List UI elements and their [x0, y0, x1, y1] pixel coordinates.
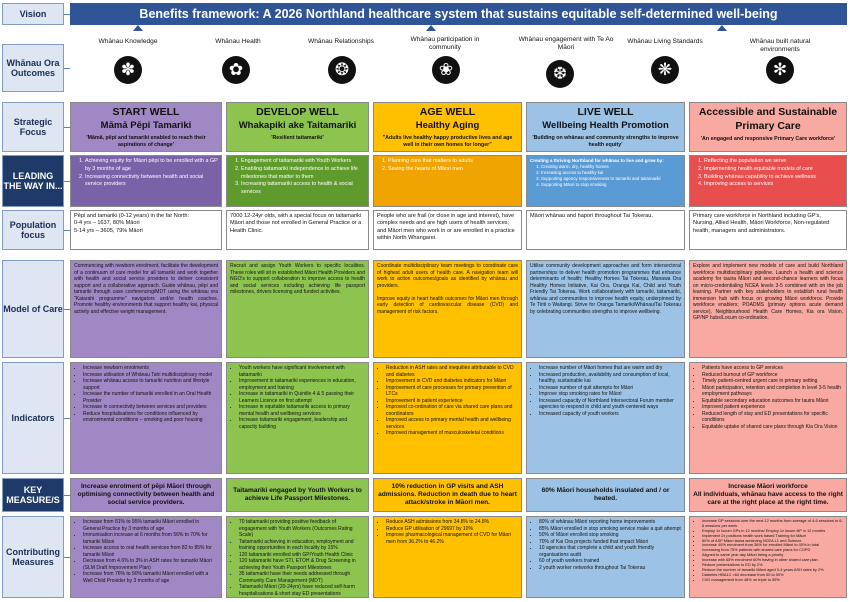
leading-item: 2. Increasing access to healthy kai	[541, 170, 681, 176]
indicator-item: • Reduction in ASH rates and inequities attributable to CVD and diabetes	[386, 365, 518, 378]
koru-relationships-icon: ❂	[328, 56, 356, 84]
outcome-label: Whānau Relationships	[308, 38, 374, 45]
focus-subtitle: Māmā Pēpi Tamariki	[100, 119, 192, 131]
indicator-item: • Improved access to primary mental health and wellbeing services	[386, 417, 518, 430]
contributing-item: • Reduce presentations to ED by 2%	[702, 563, 843, 568]
contributing-item: • 35 taitamariki have their needs addressed through Community Care Management (MDT)	[239, 571, 365, 584]
contributing-item: • Increasing from 75% patients with shared care plans for COPD	[702, 548, 843, 553]
indicator-item: • Increase number of quit attempts for Māori	[539, 385, 681, 392]
leading-cell	[526, 155, 685, 207]
contributing-item: • Improve pharmacological management of CVD for Māori men from 36.2% to 46.2%	[386, 532, 518, 545]
outcome-label: Whānau participation in community	[410, 36, 480, 51]
key-measure-cell: 10% reduction in GP visits and ASH admissions. Reduction in death due to heart attack/stroke in Māori men.	[373, 478, 522, 512]
key-measure-cell: Taitamariki engaged by Youth Workers to achieve Life Passport Milestones.	[226, 478, 369, 512]
koru-living-icon: ❋	[651, 56, 679, 84]
leading-item: 1. Planning care that matters to adults	[388, 158, 518, 166]
contributing-item: • Diabetes HBA1C <64 decrease from 60 to 50%	[702, 573, 843, 578]
focus-title: Accessible and Sustainable Primary Care	[698, 106, 838, 132]
contributing-item: • Immunisation increase at 6 months from 56% to 70% for tamariki Māori	[83, 532, 218, 545]
indicator-item: • Equitable secondary education outcomes for tauira Māori	[702, 398, 843, 405]
indicator-item: • Māori participation, retention and completion in level 3-5 health employment pathways	[702, 385, 843, 398]
indicator-item: • Improvement in taitamariki experiences in education, employment and training	[239, 378, 365, 391]
row-label-indicators: Indicators	[2, 362, 64, 474]
contributing-item: • 80% of whānau Māori reporting home improvements	[539, 519, 681, 526]
focus-tagline: 'Māmā, pēpi and tamariki enabled to reach their aspirations of change'	[86, 134, 206, 148]
leading-item: 3. Supporting agency responsiveness to tamariki and taitamariki	[541, 176, 681, 182]
focus-tagline: 'Resilient taitamariki'	[271, 134, 324, 141]
leading-item: 4. Improving access to services	[704, 181, 843, 189]
leading-item: 1. Creating warm, dry, healthy homes	[541, 164, 681, 170]
leading-item: 1. Reflecting the population we serve	[704, 158, 843, 166]
indicator-item: • Improved management of musculoskeletal conditions	[386, 430, 518, 437]
indicator-item: • Improvement in CVD and diabetes indicators for Māori	[386, 378, 518, 385]
strategic-focus-header	[70, 102, 222, 152]
indicator-item: • Reduce hospitalisations for conditions influenced by environmental conditions – smoking and poor housing	[83, 411, 218, 424]
contributing-item: • 70 taitamariki providing positive feedback of engagement with Youth Workers (Outcomes Rating Scale)	[239, 519, 365, 539]
strategic-focus-header	[373, 102, 522, 152]
population-cell: Māori whānau and hapori throughout Tai Tokerau.	[526, 210, 685, 250]
contributing-item: • 60 of youth workers trained	[539, 558, 681, 565]
contributing-item: • 60% of ASP Māori tauira achieving NCEA L1 and Science	[702, 539, 843, 544]
outcome-label: Whānau engagement with Te Ao Māori	[518, 36, 614, 51]
indicators-cell	[226, 362, 369, 474]
leading-title: Creating a thriving Northland for whānau to live and grow by:	[530, 158, 664, 163]
row-label-contributing: Contributing Measures	[2, 516, 64, 598]
row-label-strategic-focus: Strategic Focus	[2, 102, 64, 152]
row-label-key-measures: KEY MEASURE/S	[2, 478, 64, 512]
contributing-item: • Increase 40% enrolment from 36% for enrolled Māori to 40% in total	[702, 543, 843, 548]
contributing-item: • 10 agencies that complete a child and youth friendly organisations audit	[539, 545, 681, 558]
arrow-up-icon	[426, 25, 436, 31]
arrow-up-icon	[717, 25, 727, 31]
model-text: Coordinate multidisciplinary team meetings to coordinate care of highest adult users of health care. A navigation team will work to action outcomes/goals as identified by whānau and providers. Improve equity in heart health outcomes for Māori men through early detection of cardiovascular disease (CVD) and management of risk factors.	[377, 263, 518, 315]
focus-subtitle: Healthy Aging	[415, 119, 480, 131]
contributing-item: • Increase from 81% to 95% tamariki Māori enrolled in General Practice by 3 months of age	[83, 519, 218, 532]
vision-bar: Benefits framework: A 2026 Northland healthcare system that sustains equitable self-determined well-being	[70, 3, 847, 25]
model-of-care-cell	[373, 260, 522, 358]
leading-cell	[70, 155, 222, 207]
contributing-cell	[226, 516, 369, 598]
leading-item: 2. Saving the hearts of Māori men	[388, 166, 518, 174]
contributing-item: • Employ 1x locum GPs in 12 months/ Employ 1x locum NP in 12 months	[702, 529, 843, 534]
contributing-item: • Increase from 76% to 90% tamariki Māori enrolled with a Well Child Provider by 3 months of age	[83, 571, 218, 584]
leading-item: 1. Engagement of taitamariki with Youth Workers	[241, 158, 365, 166]
indicator-item: • Increase in equitable taitamariki access to primary mental health and wellbeing services	[239, 404, 365, 417]
indicator-item: • Youth workers have significant involvement with taitamariki	[239, 365, 365, 378]
contributing-item: • Reduce GP utilisation of 29697 by 10%	[386, 526, 518, 533]
strategic-focus-header	[526, 102, 685, 152]
indicator-item: • Increased production, availability and consumption of local, healthy, sustainable kai	[539, 372, 681, 385]
key-measure-cell: Increase Māori workforce All individuals, whānau have access to the right care at the right place at the right time.	[689, 478, 847, 512]
contributing-item: • 85% Māori enrolled in stop smoking service make a quit attempt	[539, 526, 681, 533]
contributing-item: • Increase access to oral health services from 82 to 85% for tamariki Māori	[83, 545, 218, 558]
indicator-item: • Improved patient experience	[702, 404, 843, 411]
leading-item: 4. Supporting Māori to stop smoking	[541, 182, 681, 188]
koru-participation-icon: ❀	[432, 56, 460, 84]
key-measure-cell: Increase enrolment of pēpi Māori through optimising connectivity between health and social service providers.	[70, 478, 222, 512]
key-measure-cell: 60% Māori households insulated and / or heated.	[526, 478, 685, 512]
indicators-cell	[70, 362, 222, 474]
strategic-focus-header	[689, 102, 847, 152]
leading-item: 3. Building whānau capability to achieve wellness	[704, 174, 843, 182]
contributing-cell	[373, 516, 522, 598]
contributing-cell	[689, 516, 847, 598]
leading-item: 2. Implementing health equitable models of care	[704, 166, 843, 174]
indicator-item: • Improvement of care processes for primary prevention of LTCs	[386, 385, 518, 398]
focus-title: DEVELOP WELL	[256, 106, 339, 118]
population-cell: 7000 12-24yr olds, with a special focus on taitamariki Māori and those not enrolled in General Practice or a Health Clinic.	[226, 210, 369, 250]
indicators-cell	[526, 362, 685, 474]
contributing-item: • 120 taitamariki have STI, ETOH & Drug Screening in achieving their Youth Passport Milestones	[239, 558, 365, 571]
indicator-item: • Improvement in patient experience	[386, 398, 518, 405]
koru-health-icon: ✿	[222, 56, 250, 84]
model-text: Utilise community development approaches and form intersectoral partnerships to deliver health promotion programmes that enhance determinants of health; Healthy Homes Tai Tokerau, Manawa Ora Healthy Homes Initiative, Kai Ora, Oranga Kai, Child and Youth Friendly Tai Tokerau. Work collaboratively with tamariki, taitamariki, whānau and communities to improve health equity, underpinned by Te Tiriti o Waitangi. Strive for Oranga Tamariki/Whānau/Tai Tokerau by celebrating communities strengths to improve wellbeing.	[530, 263, 681, 315]
leading-cell	[373, 155, 522, 207]
focus-tagline: 'Building on whānau and community strengths to improve health equity'	[532, 134, 679, 148]
contributing-cell	[526, 516, 685, 598]
leading-cell	[226, 155, 369, 207]
contributing-item: • 50% of Māori enrolled stop smoking	[539, 532, 681, 539]
model-of-care-cell	[526, 260, 685, 358]
koru-knowledge-icon: ✽	[114, 56, 142, 84]
model-of-care-cell	[70, 260, 222, 358]
indicator-item: • Improve stop smoking rates for Māori	[539, 391, 681, 398]
population-cell: People who are frail (or close in age and interest), have complex needs and are high users of health services; and Māori men who work in or are enrolled in a practice within North Whangarei.	[373, 210, 522, 250]
contributing-item: • Increase with 65% enrolment 60% having in other shared care plan	[702, 558, 843, 563]
focus-subtitle: Whakapiki ake Taitamariki	[238, 119, 357, 131]
arrow-up-icon	[133, 25, 143, 31]
contributing-cell	[70, 516, 222, 598]
contributing-item: • Decrease from 4.6% to 3% in ASH rates for tamariki Māori (SLM Draft Improvement Plan)	[83, 558, 218, 571]
contributing-item: • 2 youth worker networks throughout Tai Tokerau	[539, 565, 681, 572]
focus-tagline: "Adults live healthy happy productive lives and age well in their own homes for longer"	[382, 134, 513, 148]
outcome-label: Whānau Living Standards	[627, 38, 703, 45]
population-cell: Primary care workforce in Northland including GP's, Nursing, Allied Health, Māori Workforce, Non-regulated health, managers and administrators.	[689, 210, 847, 250]
contributing-item: • Increase GP sessions over the next 12 months from average of 4-6 sessions to 6-8 sessions per week	[702, 519, 843, 529]
focus-title: START WELL	[112, 106, 180, 118]
outcome-label: Whānau Health	[215, 38, 261, 45]
contributing-item: • 70% of Kai Ora projects funded that impact Māori	[539, 539, 681, 546]
row-label-model: Model of Care	[2, 260, 64, 358]
model-of-care-cell	[226, 260, 369, 358]
contributing-item: • Reduce the number of tamariki Māori aged 0-4 years ASH rates by 2%	[702, 568, 843, 573]
koru-engagement-icon: ❆	[546, 60, 574, 88]
indicator-item: • Reduced length of stay and ED presentations for specific conditions	[702, 411, 843, 424]
contributing-item: • Aligned to same year day Māori being a priority	[702, 553, 843, 558]
leading-cell	[689, 155, 847, 207]
indicator-item: • Increased capacity of youth workers	[539, 411, 681, 418]
outcome-label: Whānau built natural environments	[749, 38, 811, 53]
indicator-item: • Increase in connectivity between services and providers	[83, 404, 218, 411]
row-label-vision: Vision	[2, 3, 64, 25]
leading-item: 3. Increasing taitamariki access to health & social services	[241, 181, 365, 197]
indicator-item: • Increase the number of tamariki enrolled in an Oral Health Provider	[83, 391, 218, 404]
indicator-item: • Increase newborn enrolments	[83, 365, 218, 372]
indicators-cell	[689, 362, 847, 474]
indicator-item: • Increased capacity of Northland Intersectoral Forum member agencies to respond in child and youth-centered ways	[539, 398, 681, 411]
indicator-item: • Increase whānau access to tamariki nutrition and lifestyle support	[83, 378, 218, 391]
indicator-item: • Timely patient-centred urgent care in primary setting	[702, 378, 843, 385]
indicators-cell	[373, 362, 522, 474]
leading-item: 1. Achieving equity for Māori pēpi to be enrolled with a GP by 3 months of age	[85, 158, 218, 174]
row-label-population: Population focus	[2, 210, 64, 250]
indicator-item: • Increase utilisation of Whānau Tahi multidisciplinary model	[83, 372, 218, 379]
indicator-item: • Patients have access to GP services	[702, 365, 843, 372]
indicator-item: • Increase number of Māori homes that are warm and dry	[539, 365, 681, 372]
contributing-item: • CVD management from 48% on triple to 55%	[702, 578, 843, 583]
population-cell: Pēpi and tamariki (0-12 years) in the far North: 0-4 yrs – 1637, 80% Māori 5-14 yrs – 3605, 79% Māori	[70, 210, 222, 250]
model-text: Commencing with newborn enrolment, facilitate the development of a continuum of care model for all tamariki and work together with health and social service providers to deliver consistent support and a collaborative approach. Guide whānau, pēpi and tamariki through case conferencing/MDT using the whānau ora "Kaiarahi programme" navigators and/or health coaches. Promote healthy environments that support healthy kai, physical activity and effective weight management.	[74, 263, 218, 315]
focus-tagline: 'An engaged and responsive Primary Care workforce'	[700, 136, 836, 143]
leading-item: 2. Enabling taitamariki independence to achieve life milestones that matter to them	[241, 166, 365, 182]
contributing-item: • Taitamariki Māori (20-24yrs) have reduced self-harm hospitalisations & short stay ED presentations	[239, 584, 365, 597]
model-text: Recruit and assign Youth Workers to specific localities. These roles will sit in established Māori Health Providers and NGO's to support collaboration to improve access to health and social services including achieving life passport milestones, drivers licensing and funded activities.	[230, 263, 365, 295]
koru-environment-icon: ✻	[766, 56, 794, 84]
indicator-item: • Improved co-ordination of care via shared care plans and coordinators	[386, 404, 518, 417]
indicator-item: • Increase taitamariki engagement, leadership and capacity building	[239, 417, 365, 430]
indicator-item: • Increase in taitamariki in Quintile 4 & 5 passing their Learners Licence on first attempt	[239, 391, 365, 404]
focus-title: LIVE WELL	[577, 106, 634, 118]
focus-subtitle: Wellbeing Health Promotion	[542, 119, 669, 131]
row-label-leading: LEADING THE WAY IN...	[2, 155, 64, 207]
focus-title: AGE WELL	[419, 106, 476, 118]
contributing-item: • Reduce ASH admissions from 34.8% to 24.8%	[386, 519, 518, 526]
model-of-care-cell	[689, 260, 847, 358]
model-text: Explore and implement new models of care and build Northland workforce multidisciplinary pipeline. Launch a health and science academy for tauira Māori and second-chance learners with focus on micro-credentialing NCEA levels 3-5 combined with on the job learning. Partner with key stakeholders to establish rural health immersion hub with focus on growing Māori workforce. Provide workforce enablers; POADMS (primary options acute demand service), Neighbourhood Health Care Homes, Kia ora Vision, GP/NP hubs/Locum co-ordination.	[693, 263, 843, 321]
leading-item: 2. Increasing connectivity between health and social service providers	[85, 174, 218, 190]
contributing-item: • Implement 2x positions health work based Training for Māori	[702, 534, 843, 539]
strategic-focus-header	[226, 102, 369, 152]
contributing-item: • Taitamariki achieving in education, employment and training opportunities in each locality by 15%	[239, 539, 365, 552]
indicator-item: • Equitable uptake of shared care plans through Kia Ora Vision	[702, 424, 843, 431]
row-label-outcomes: Whānau Ora Outcomes	[2, 44, 64, 92]
outcome-label: Whānau Knowledge	[98, 38, 158, 45]
contributing-item: • 120 taitamariki enrolled with GP/Youth Health Clinic	[239, 552, 365, 559]
indicator-item: • Reduced burnout of GP workforce	[702, 372, 843, 379]
